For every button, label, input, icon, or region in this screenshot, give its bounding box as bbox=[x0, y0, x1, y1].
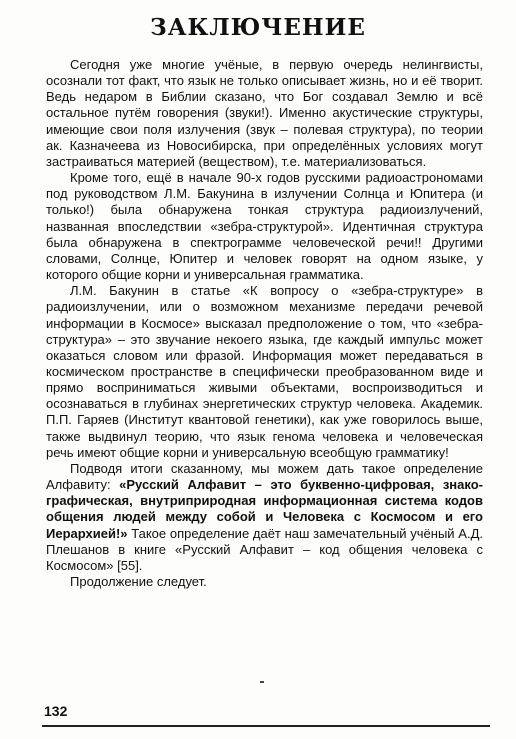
paragraph-2: Кроме того, ещё в начале 90-х годов русскими радиоастрономами под руководством Л.М. Бакунина в излучении Солнца и Юпитера (и только!) была обнаружена тонкая структура радиоизлучений, названная впоследствии «зебра-структурой». Идентичная структура была обнаружена в спектрограмме человеческой речи!! Другими словами, Солнце, Юпитер и человек говорят на одном языке, у которого общие корни и универсальная грамматика. bbox=[46, 170, 483, 283]
chapter-title: ЗАКЛЮЧЕНИЕ bbox=[150, 14, 366, 41]
paragraph-1: Сегодня уже многие учёные, в первую очередь нелингвисты, осознали тот факт, что язык не только описывает жизнь, но и её творит. Ведь недаром в Библии сказано, что Бог создавал Землю и всё остальное путём говорения (звуки!). Именно акустические структуры, имеющие свои поля излучения (звук – полевая структура), по теории ак. Казначеева из Новосибирска, при определённых условиях могут застраиваться материей (веществом), т.е. материализоваться. bbox=[46, 57, 483, 169]
paragraph-4 bbox=[46, 461, 483, 574]
alphabet-definition: «Русский Алфавит – это буквенно-цифровая, знако-графическая, внутриприродная информационная система кодов общения людей между собой и Человека с Космосом и его Иерархией!» bbox=[46, 477, 483, 541]
paragraph-4-intro: Подводя итоги сказанному, мы можем дать такое определение Алфавиту: bbox=[46, 460, 483, 493]
print-speck bbox=[260, 681, 264, 683]
paragraph-3: Л.М. Бакунин в статье «К вопросу о «зебра-структуре» в радиоизлучении, или о возможном механизме передачи речевой информации в Космосе» высказал предположение о том, что «зебра-структура» – это звучание некоего языка, где каждый импульс может оказаться словом или фразой. Информация может передаваться в космическом пространстве в специфически преобразованном виде и прямо восприниматься живыми объектами, воспроизводиться и осознаваться в глубинах энергетических структур человека. Академик. П.П. Гаряев (Институт квантовой генетики), как уже говорилось выше, также выдвинул теорию, что язык генома человека и человеческая речь имеют общие корни и универсальную всеобщую грамматику! bbox=[46, 283, 483, 460]
body-text bbox=[46, 57, 483, 590]
page-number: 132 bbox=[44, 703, 68, 719]
paragraph-5: Продолжение следует. bbox=[70, 574, 207, 589]
paragraph-4-outro: Такое определение даёт наш замечательный учёный А.Д. Плешанов в книге «Русский Алфавит – код общения человека с Космосом» [55]. bbox=[46, 525, 483, 573]
footer-rule bbox=[42, 725, 490, 727]
